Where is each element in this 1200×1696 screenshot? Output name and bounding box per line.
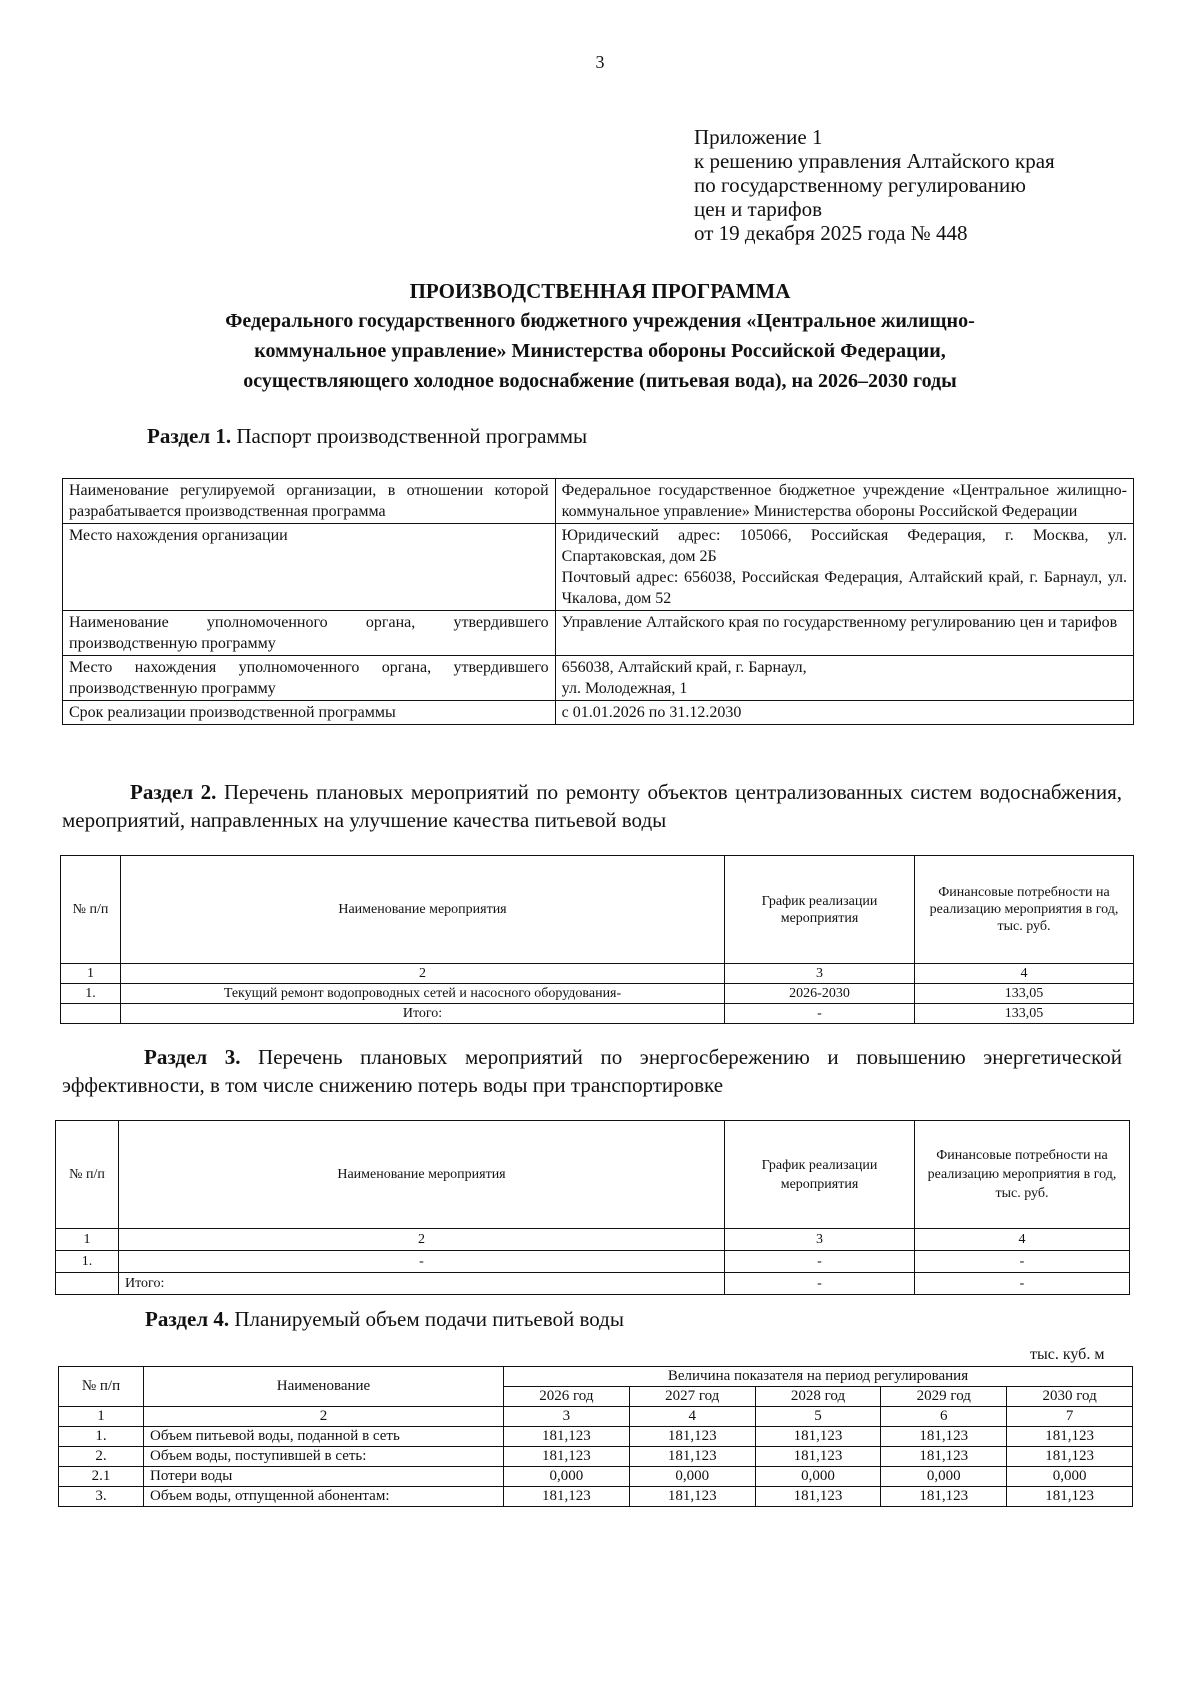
field-value bbox=[555, 611, 1133, 656]
section-label: Раздел 1. bbox=[147, 424, 232, 448]
cell: 1. bbox=[61, 984, 121, 1004]
unit-label: тыс. куб. м bbox=[1030, 1346, 1105, 1363]
cell: - bbox=[119, 1251, 725, 1273]
appendix-line: от 19 декабря 2025 года № 448 bbox=[694, 221, 968, 245]
repair-measures-table bbox=[60, 855, 1134, 1024]
title-line: осуществляющего холодное водоснабжение (питьевая вода), на 2026–2030 годы bbox=[243, 370, 957, 392]
cell: 3. bbox=[59, 1487, 144, 1507]
value-line: 656038, Алтайский край, г. Барнаул, bbox=[561, 659, 807, 676]
document-title bbox=[60, 276, 1140, 396]
table-row bbox=[61, 984, 1134, 1004]
column-number: 2 bbox=[121, 964, 725, 984]
column-number: 7 bbox=[1007, 1407, 1133, 1427]
table-row bbox=[59, 1467, 1133, 1487]
field-label: Наименование регулируемой организации, в отношении которой разрабатывается производственная программа bbox=[63, 479, 556, 524]
year-header: 2029 год bbox=[881, 1387, 1007, 1407]
value-line: ул. Молодежная, 1 bbox=[561, 680, 688, 697]
value-line: Почтовый адрес: 656038, Российская Федерация, Алтайский край, г. Барнаул, ул. Чкалова, дом 52 bbox=[561, 569, 1127, 607]
header-cell: № п/п bbox=[61, 856, 121, 964]
cell: 1. bbox=[56, 1251, 119, 1273]
table-row bbox=[61, 1004, 1134, 1024]
cell bbox=[61, 1004, 121, 1024]
column-number: 1 bbox=[56, 1229, 119, 1251]
cell: 181,123 bbox=[629, 1427, 755, 1447]
table-row bbox=[56, 1273, 1130, 1295]
year-header: 2030 год bbox=[1007, 1387, 1133, 1407]
appendix-line: по государственному регулированию bbox=[694, 173, 1026, 197]
section-text: Планируемый объем подачи питьевой воды bbox=[234, 1307, 624, 1331]
field-value bbox=[555, 656, 1133, 701]
year-header: 2028 год bbox=[755, 1387, 881, 1407]
column-number: 4 bbox=[629, 1407, 755, 1427]
cell: 181,123 bbox=[881, 1447, 1007, 1467]
header-cell: График реализации мероприятия bbox=[725, 856, 915, 964]
column-number: 3 bbox=[725, 964, 915, 984]
cell: 2026-2030 bbox=[725, 984, 915, 1004]
appendix-line: цен и тарифов bbox=[694, 197, 823, 221]
cell: 181,123 bbox=[881, 1487, 1007, 1507]
column-number: 1 bbox=[61, 964, 121, 984]
value-line: Федеральное государственное бюджетное учреждение «Центральное жилищно-коммунальное управление» Министерства обороны Российской Федерации bbox=[561, 482, 1127, 520]
cell: 0,000 bbox=[504, 1467, 630, 1487]
cell: Объем питьевой воды, поданной в сеть bbox=[144, 1427, 504, 1447]
table-row bbox=[63, 524, 1134, 611]
cell: - bbox=[725, 1273, 915, 1295]
column-number: 4 bbox=[915, 964, 1134, 984]
section-label: Раздел 4. bbox=[145, 1307, 230, 1331]
cell: 0,000 bbox=[755, 1467, 881, 1487]
cell: Текущий ремонт водопроводных сетей и насосного оборудования- bbox=[121, 984, 725, 1004]
section-label: Раздел 3. bbox=[144, 1045, 241, 1069]
cell: 181,123 bbox=[1007, 1427, 1133, 1447]
cell: 133,05 bbox=[915, 1004, 1134, 1024]
title-line: Федерального государственного бюджетного учреждения «Центральное жилищно- bbox=[225, 310, 975, 332]
cell: 181,123 bbox=[755, 1427, 881, 1447]
field-label: Место нахождения уполномоченного органа, утвердившего производственную программу bbox=[63, 656, 556, 701]
cell: 0,000 bbox=[629, 1467, 755, 1487]
cell: 181,123 bbox=[629, 1487, 755, 1507]
cell: 133,05 bbox=[915, 984, 1134, 1004]
section1-heading bbox=[147, 422, 587, 450]
table-row bbox=[63, 479, 1134, 524]
section4-heading bbox=[145, 1305, 624, 1333]
cell: 2. bbox=[59, 1447, 144, 1467]
cell: Объем воды, отпущенной абонентам: bbox=[144, 1487, 504, 1507]
header-cell: № п/п bbox=[56, 1121, 119, 1229]
appendix-line: к решению управления Алтайского края bbox=[694, 149, 1055, 173]
header-cell: № п/п bbox=[59, 1367, 144, 1407]
title-line: коммунальное управление» Министерства обороны Российской Федерации, bbox=[254, 340, 946, 362]
cell: 181,123 bbox=[755, 1447, 881, 1467]
section3-heading bbox=[62, 1043, 1122, 1099]
value-line: с 01.01.2026 по 31.12.2030 bbox=[561, 704, 742, 721]
cell: 181,123 bbox=[629, 1447, 755, 1467]
field-label: Место нахождения организации bbox=[63, 524, 556, 611]
section-label: Раздел 2. bbox=[130, 780, 217, 804]
cell: Итого: bbox=[119, 1273, 725, 1295]
section-text: Перечень плановых мероприятий по энергосбережению и повышению энергетической эффективности, в том числе снижению потерь воды при транспортировке bbox=[62, 1045, 1122, 1097]
year-header: 2026 год bbox=[504, 1387, 630, 1407]
table-row bbox=[59, 1487, 1133, 1507]
section2-heading bbox=[62, 778, 1122, 834]
cell: 1. bbox=[59, 1427, 144, 1447]
cell: - bbox=[725, 1251, 915, 1273]
column-number: 5 bbox=[755, 1407, 881, 1427]
cell: 0,000 bbox=[881, 1467, 1007, 1487]
header-cell: Наименование мероприятия bbox=[119, 1121, 725, 1229]
appendix-header bbox=[694, 125, 1055, 245]
table-row bbox=[63, 611, 1134, 656]
value-line: Юридический адрес: 105066, Российская Федерация, г. Москва, ул. Спартаковская, дом 2Б bbox=[561, 527, 1127, 565]
passport-table bbox=[62, 478, 1134, 725]
cell: - bbox=[915, 1251, 1130, 1273]
value-line: Управление Алтайского края по государственному регулированию цен и тарифов bbox=[561, 614, 1118, 631]
cell: 181,123 bbox=[1007, 1487, 1133, 1507]
water-supply-table bbox=[58, 1366, 1133, 1507]
column-number: 3 bbox=[504, 1407, 630, 1427]
header-cell: Финансовые потребности на реализацию мероприятия в год, тыс. руб. bbox=[915, 856, 1134, 964]
column-number: 3 bbox=[725, 1229, 915, 1251]
header-cell: График реализации мероприятия bbox=[725, 1121, 915, 1229]
header-cell: Наименование мероприятия bbox=[121, 856, 725, 964]
column-number: 1 bbox=[59, 1407, 144, 1427]
cell: 181,123 bbox=[1007, 1447, 1133, 1467]
cell: 2.1 bbox=[59, 1467, 144, 1487]
field-value bbox=[555, 479, 1133, 524]
cell: Потери воды bbox=[144, 1467, 504, 1487]
header-cell: Величина показателя на период регулирования bbox=[504, 1367, 1133, 1387]
cell: 0,000 bbox=[1007, 1467, 1133, 1487]
year-header: 2027 год bbox=[629, 1387, 755, 1407]
cell: 181,123 bbox=[881, 1427, 1007, 1447]
field-value bbox=[555, 701, 1133, 725]
cell: - bbox=[725, 1004, 915, 1024]
cell bbox=[56, 1273, 119, 1295]
header-cell: Финансовые потребности на реализацию мероприятия в год, тыс. руб. bbox=[915, 1121, 1130, 1229]
header-cell: Наименование bbox=[144, 1367, 504, 1407]
section-text: Перечень плановых мероприятий по ремонту объектов централизованных систем водоснабжения, мероприятий, направленных на улучшение качества питьевой воды bbox=[62, 780, 1122, 832]
cell: 181,123 bbox=[504, 1487, 630, 1507]
cell: 181,123 bbox=[504, 1447, 630, 1467]
table-row bbox=[63, 656, 1134, 701]
column-number: 2 bbox=[119, 1229, 725, 1251]
field-label: Наименование уполномоченного органа, утвердившего производственную программу bbox=[63, 611, 556, 656]
table-row bbox=[56, 1251, 1130, 1273]
cell: Итого: bbox=[121, 1004, 725, 1024]
table-row bbox=[59, 1427, 1133, 1447]
appendix-line: Приложение 1 bbox=[694, 125, 823, 149]
cell: Объем воды, поступившей в сеть: bbox=[144, 1447, 504, 1467]
column-number: 2 bbox=[144, 1407, 504, 1427]
field-value bbox=[555, 524, 1133, 611]
column-number: 4 bbox=[915, 1229, 1130, 1251]
table-row bbox=[59, 1447, 1133, 1467]
field-label: Срок реализации производственной программы bbox=[63, 701, 556, 725]
table-row bbox=[63, 701, 1134, 725]
cell: 181,123 bbox=[504, 1427, 630, 1447]
column-number: 6 bbox=[881, 1407, 1007, 1427]
title-main: ПРОИЗВОДСТВЕННАЯ ПРОГРАММА bbox=[409, 279, 791, 303]
section-text: Паспорт производственной программы bbox=[236, 424, 588, 448]
page-number: 3 bbox=[595, 52, 605, 72]
cell: 181,123 bbox=[755, 1487, 881, 1507]
cell: - bbox=[915, 1273, 1130, 1295]
energy-measures-table bbox=[55, 1120, 1130, 1295]
